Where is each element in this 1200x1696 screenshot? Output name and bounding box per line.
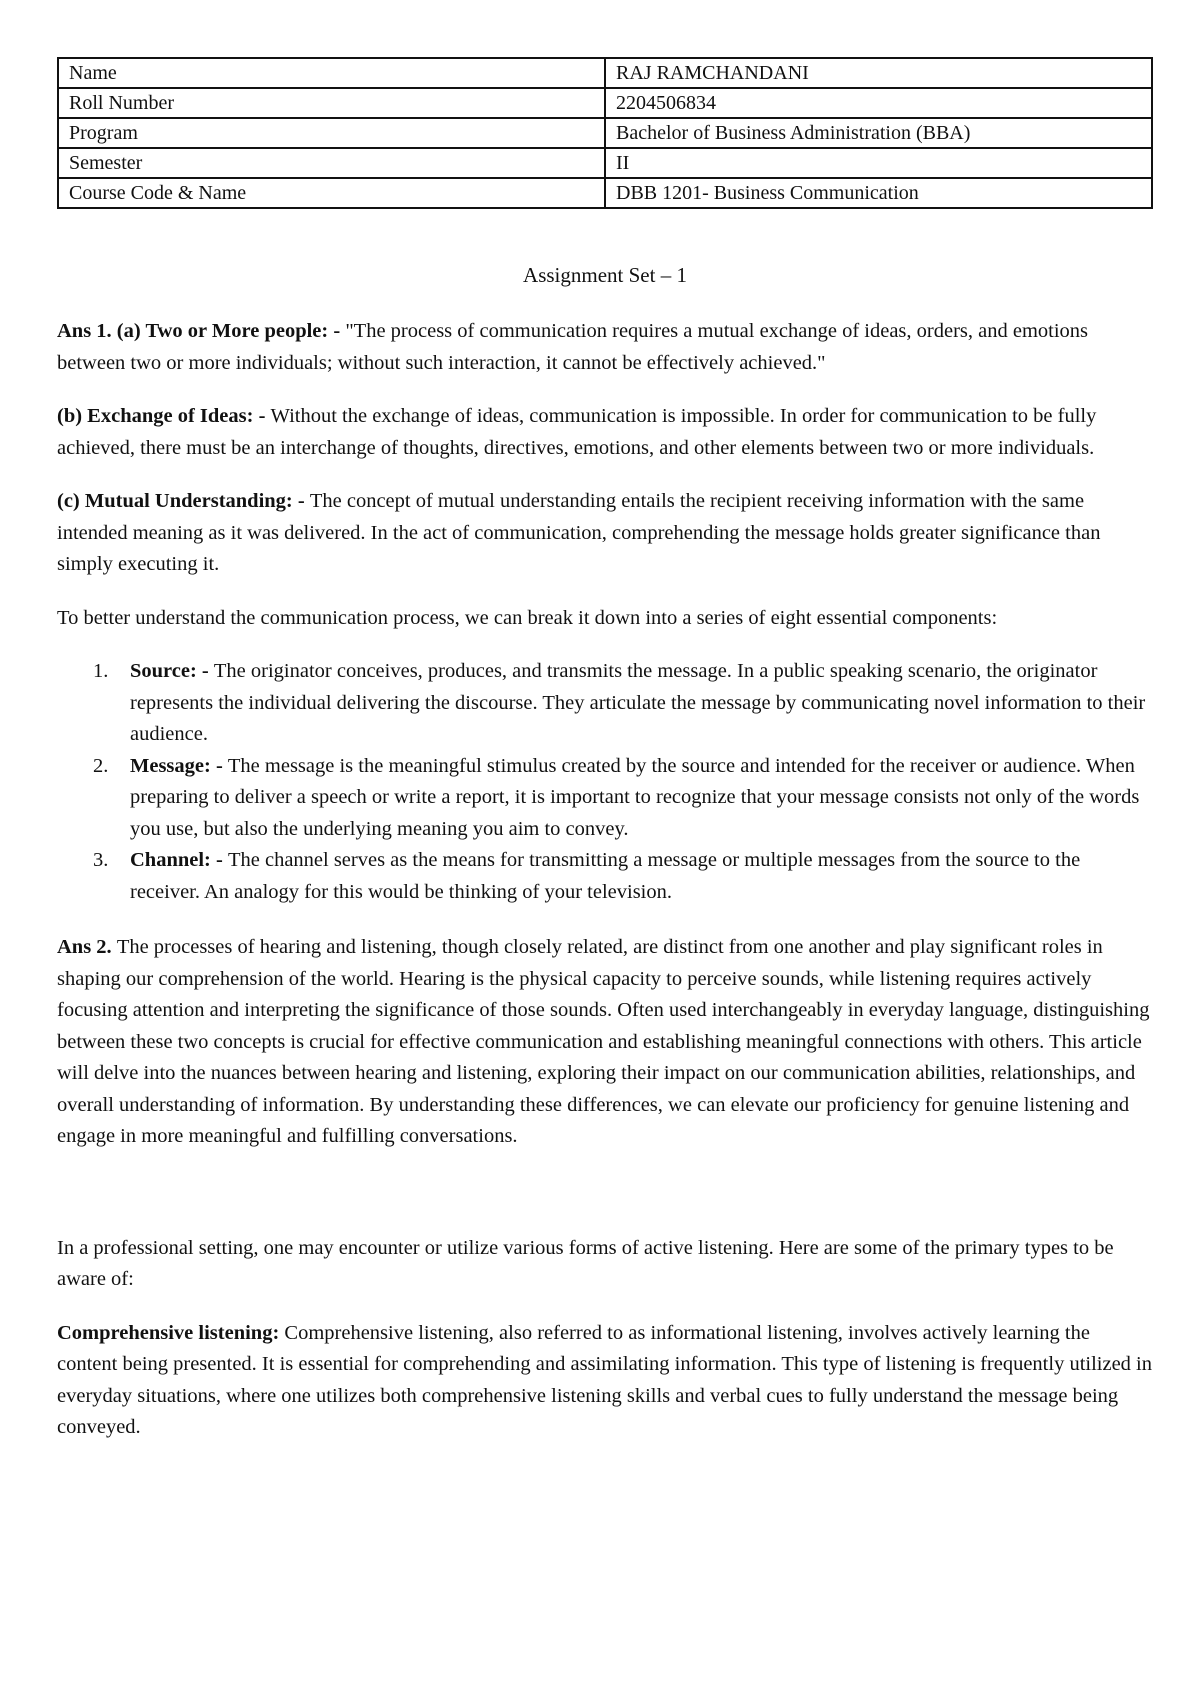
semester-label: Semester bbox=[58, 148, 605, 178]
comprehensive-listening bbox=[57, 1318, 1153, 1444]
list-item-term: Message: - bbox=[130, 754, 228, 777]
roll-number-label: Roll Number bbox=[58, 88, 605, 118]
program-value: Bachelor of Business Administration (BBA) bbox=[605, 118, 1152, 148]
list-item-number: 3. bbox=[93, 849, 109, 871]
name-label: Name bbox=[58, 58, 605, 88]
table-row bbox=[58, 88, 1152, 118]
components-intro: To better understand the communication process, we can break it down into a series of eight essential components: bbox=[57, 606, 998, 629]
ans2-heading: Ans 2. bbox=[57, 936, 117, 958]
list-item-term: Channel: - bbox=[130, 849, 228, 871]
course-value: DBB 1201- Business Communication bbox=[605, 178, 1152, 208]
list-item-text: The message is the meaningful stimulus created by the source and intended for the receiver or audience. When preparing to deliver a speech or write a report, it is important to recognize that your message consists not only of the words you use, but also the underlying meaning you aim to convey. bbox=[130, 754, 1140, 840]
table-row bbox=[58, 148, 1152, 178]
semester-value: II bbox=[605, 148, 1152, 178]
spacer bbox=[57, 1175, 1153, 1233]
ans1-part-b-text: Without the exchange of ideas, communication is impossible. In order for communication to be fully achieved, there must be an interchange of thoughts, directives, emotions, and other elements between two or more individuals. bbox=[57, 405, 1097, 459]
ans1-part-c-text: The concept of mutual understanding entails the recipient receiving information with the same intended meaning as it was delivered. In the act of communication, comprehending the message holds greater significance than simply executing it. bbox=[57, 490, 1101, 575]
ans1-part-a-text: "The process of communication requires a mutual exchange of ideas, orders, and emotions between two or more individuals; without such interaction, it cannot be effectively achieved." bbox=[57, 320, 1089, 374]
list-item bbox=[57, 845, 1153, 908]
ans1-part-a-heading: Ans 1. (a) Two or More people: - bbox=[57, 320, 346, 342]
list-item-number: 2. bbox=[93, 754, 109, 777]
list-item-text: The channel serves as the means for transmitting a message or multiple messages from the source to the receiver. An analogy for this would be thinking of your television. bbox=[130, 849, 1081, 903]
listening-types-intro: In a professional setting, one may encounter or utilize various forms of active listening. Here are some of the primary types to be aware of: bbox=[57, 1236, 1114, 1290]
ans2-paragraph bbox=[57, 932, 1153, 1153]
ans1-part-c bbox=[57, 486, 1153, 581]
ans1-part-a bbox=[57, 316, 1153, 379]
list-item-term: Source: - bbox=[130, 660, 214, 682]
table-row bbox=[58, 178, 1152, 208]
list-item-text: The originator conceives, produces, and transmits the message. In a public speaking scenario, the originator represents the individual delivering the discourse. They articulate the message by communicating novel information to their audience. bbox=[130, 660, 1146, 745]
ans1-part-b bbox=[57, 401, 1153, 464]
ans1-part-b-heading: (b) Exchange of Ideas: - bbox=[57, 405, 271, 427]
name-value: RAJ RAMCHANDANI bbox=[605, 58, 1152, 88]
course-label: Course Code & Name bbox=[58, 178, 605, 208]
table-row bbox=[58, 58, 1152, 88]
assignment-title: Assignment Set – 1 bbox=[523, 263, 687, 287]
list-item-number: 1. bbox=[93, 660, 109, 682]
comprehensive-listening-heading: Comprehensive listening: bbox=[57, 1321, 285, 1344]
table-row bbox=[58, 118, 1152, 148]
components-list bbox=[57, 656, 1153, 908]
ans2-text: The processes of hearing and listening, though closely related, are distinct from one another and play significant roles in shaping our comprehension of the world. Hearing is the physical capacity to perceive sounds, while listening requires actively focusing attention and interpreting the significance of those sounds. Often used interchangeably in everyday language, distinguishing between these two concepts is crucial for effective communication and establishing meaningful connections with others. This article will delve into the nuances between hearing and listening, exploring their impact on our communication abilities, relationships, and overall understanding of information. By understanding these differences, we can elevate our proficiency for genuine listening and engage in more meaningful and fulfilling conversations. bbox=[57, 936, 1150, 1147]
list-item bbox=[57, 656, 1153, 751]
comprehensive-listening-text: Comprehensive listening, also referred to as informational listening, involves actively learning the content being presented. It is essential for comprehending and assimilating information. This type of listening is frequently utilized in everyday situations, where one utilizes both comprehensive listening skills and verbal cues to fully understand the message being conveyed. bbox=[57, 1321, 1152, 1438]
ans1-part-c-heading: (c) Mutual Understanding: - bbox=[57, 490, 310, 512]
student-info-table bbox=[57, 57, 1153, 209]
list-item bbox=[57, 751, 1153, 846]
roll-number-value: 2204506834 bbox=[605, 88, 1152, 118]
document-page bbox=[57, 57, 1153, 1466]
program-label: Program bbox=[58, 118, 605, 148]
